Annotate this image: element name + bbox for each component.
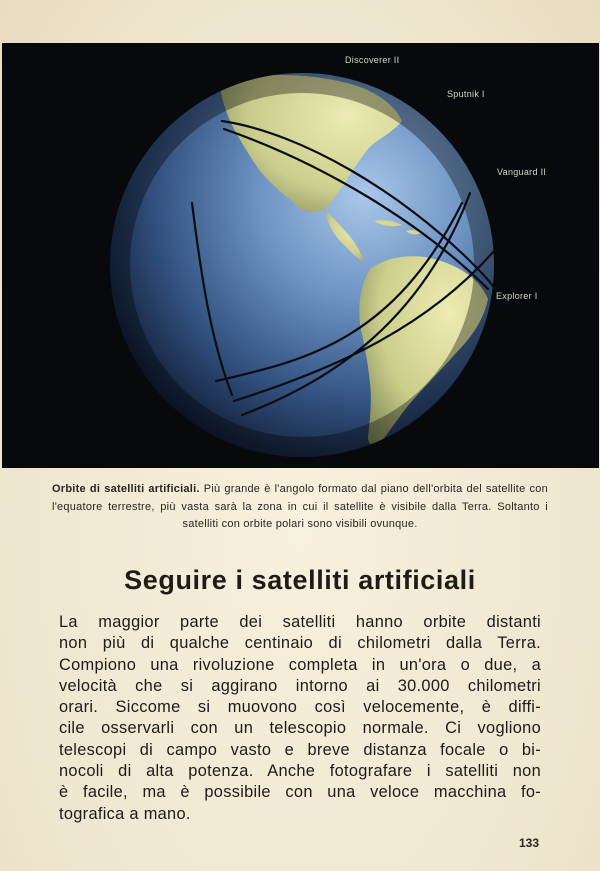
caption-text: Più grande è l'angolo formato dal piano dell'orbita del satellite con l'equatore terrestre, più vasta sarà la zona in cui il satellite è visibile dalla Terra. Soltanto i satelliti con orbite polari sono visibili ovunque. [52, 483, 548, 530]
body-paragraph [59, 612, 541, 825]
body-line: orari. Siccome si muovono così velocemente, è diffi- [59, 698, 541, 717]
section-heading: Seguire i satelliti artificiali [124, 565, 476, 595]
body-line: velocità che si aggirano intorno ai 30.000 chilometri [59, 676, 541, 695]
body-line: non più di qualche centinaio di chilometri dalla Terra. [59, 634, 541, 653]
orbit-label-vanguard: Vanguard II [497, 167, 547, 177]
figure-caption [52, 481, 548, 534]
body-line: è facile, ma è possibile con una veloce macchina fo- [59, 783, 541, 802]
orbit-label-sputnik: Sputnik I [447, 89, 485, 99]
orbit-label-explorer: Explorer I [496, 291, 538, 301]
body-line: tografica a mano. [59, 804, 191, 823]
body-line: Compiono una rivoluzione completa in un'ora o due, a [59, 655, 541, 674]
earth-orbits-illustration [2, 43, 599, 468]
caption-title: Orbite di satelliti artificiali. [52, 483, 200, 495]
body-line: nocoli di alta potenza. Anche fotografare i satelliti non [59, 762, 541, 781]
body-line: telescopi di campo vasto e breve distanza focale o bi- [59, 740, 541, 759]
earth-globe-image [2, 43, 599, 468]
page-number: 133 [519, 836, 540, 850]
body-line: La maggior parte dei satelliti hanno orbite distanti [59, 613, 541, 631]
orbit-label-discoverer: Discoverer II [345, 55, 400, 65]
body-line: cile osservarli con un telescopio normale. Ci vogliono [59, 719, 541, 738]
